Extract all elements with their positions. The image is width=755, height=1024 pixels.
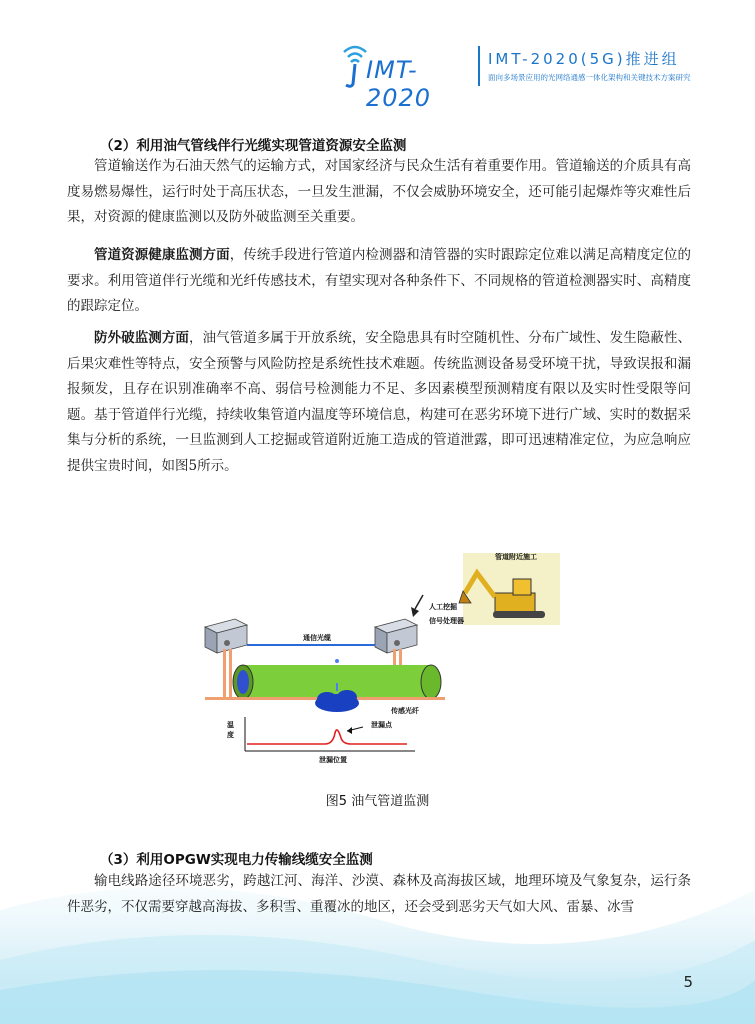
pipeline-monitoring-figure [195, 545, 560, 775]
paragraph-2 [67, 243, 691, 320]
label-sensing-fiber: 传感光纤 [391, 707, 419, 715]
paragraph-2-lead: 管道资源健康监测方面 [94, 247, 230, 263]
oil-pipe [233, 665, 441, 699]
signal-processor-right [375, 619, 417, 653]
header-title: IMT-2020(5G)推进组 [488, 50, 680, 68]
label-comm-cable: 通信光缆 [303, 634, 331, 642]
paragraph-2-body: ，传统手段进行管道内检测器和清管器的实时跟踪定位难以满足高精度定位的要求。利用管道伴行光缆和光纤传感技术，有望实现对各种条件下、不同规格的管道检测器实时、高精度的跟踪定位。 [67, 247, 692, 314]
signal-processor-left [205, 619, 247, 653]
label-construction: 管道附近施工 [495, 553, 537, 561]
section-heading-3: （3）利用OPGW实现电力传输线缆安全监测 [100, 852, 373, 868]
page-header [340, 42, 740, 112]
label-manual-dig: 人工挖掘 [429, 603, 457, 611]
imt2020-logo [340, 42, 476, 112]
paragraph-4: 输电线路途径环境恶劣，跨越江河、海洋、沙漠、森林及高海拔区域，地理环境及气象复杂，运行条件恶劣，不仅需要穿越高海拔、多积雪、重覆冰的地区，还会受到恶劣天气如大风、雷暴、冰雪 [67, 873, 691, 915]
paragraph-3 [67, 326, 691, 479]
paragraph-3-lead: 防外破监测方面 [94, 330, 189, 346]
excavator-illustration [459, 553, 560, 625]
label-temperature-1: 温 [227, 721, 234, 729]
shovel-icon [411, 595, 423, 617]
header-subtitle: 面向多场景应用的光网络通感一体化架构和关键技术方案研究 [488, 73, 691, 82]
label-leak-point: 泄漏点 [371, 721, 392, 729]
paragraph-1: 管道输送作为石油天然气的运输方式，对国家经济与民众生活有着重要作用。管道输送的介质具有高度易燃易爆性，运行时处于高压状态，一旦发生泄漏，不仅会威胁环境安全，还可能引起爆炸等灾难性后果，对资源的健康监测以及防外破监测至关重要。 [67, 158, 691, 225]
paragraph-3-body: ，油气管道多属于开放系统，安全隐患具有时空随机性、分布广域性、发生隐蔽性、后果灾难性等特点，安全预警与风险防控是系统性技术难题。传统监测设备易受环境干扰，导致误报和漏报频发，且存在识别准确率不高、弱信号检测能力不足、多因素模型预测精度有限以及实时性受限等问题。基于管道伴行光缆，持续收集管道内温度等环境信息，构建可在恶劣环境下进行广域、实时的数据采集与分析的系统，一旦监测到人工挖掘或管道附近施工造成的管道泄露，即可迅速精准定位，为应急响应提供宝贵时间，如图5所示。 [67, 330, 692, 474]
page-number: 5 [683, 973, 693, 991]
section-heading-2: （2）利用油气管线伴行光缆实现管道资源安全监测 [100, 138, 407, 154]
logo-text: IMT-2020 [366, 56, 432, 112]
temperature-curve [247, 730, 407, 744]
label-temperature-2: 度 [227, 731, 234, 739]
figure-caption: 图5 油气管道监测 [325, 794, 430, 809]
header-divider [478, 46, 480, 86]
label-signal-processor: 信号处理器 [429, 617, 464, 625]
label-leak-position: 泄漏位置 [319, 756, 347, 764]
